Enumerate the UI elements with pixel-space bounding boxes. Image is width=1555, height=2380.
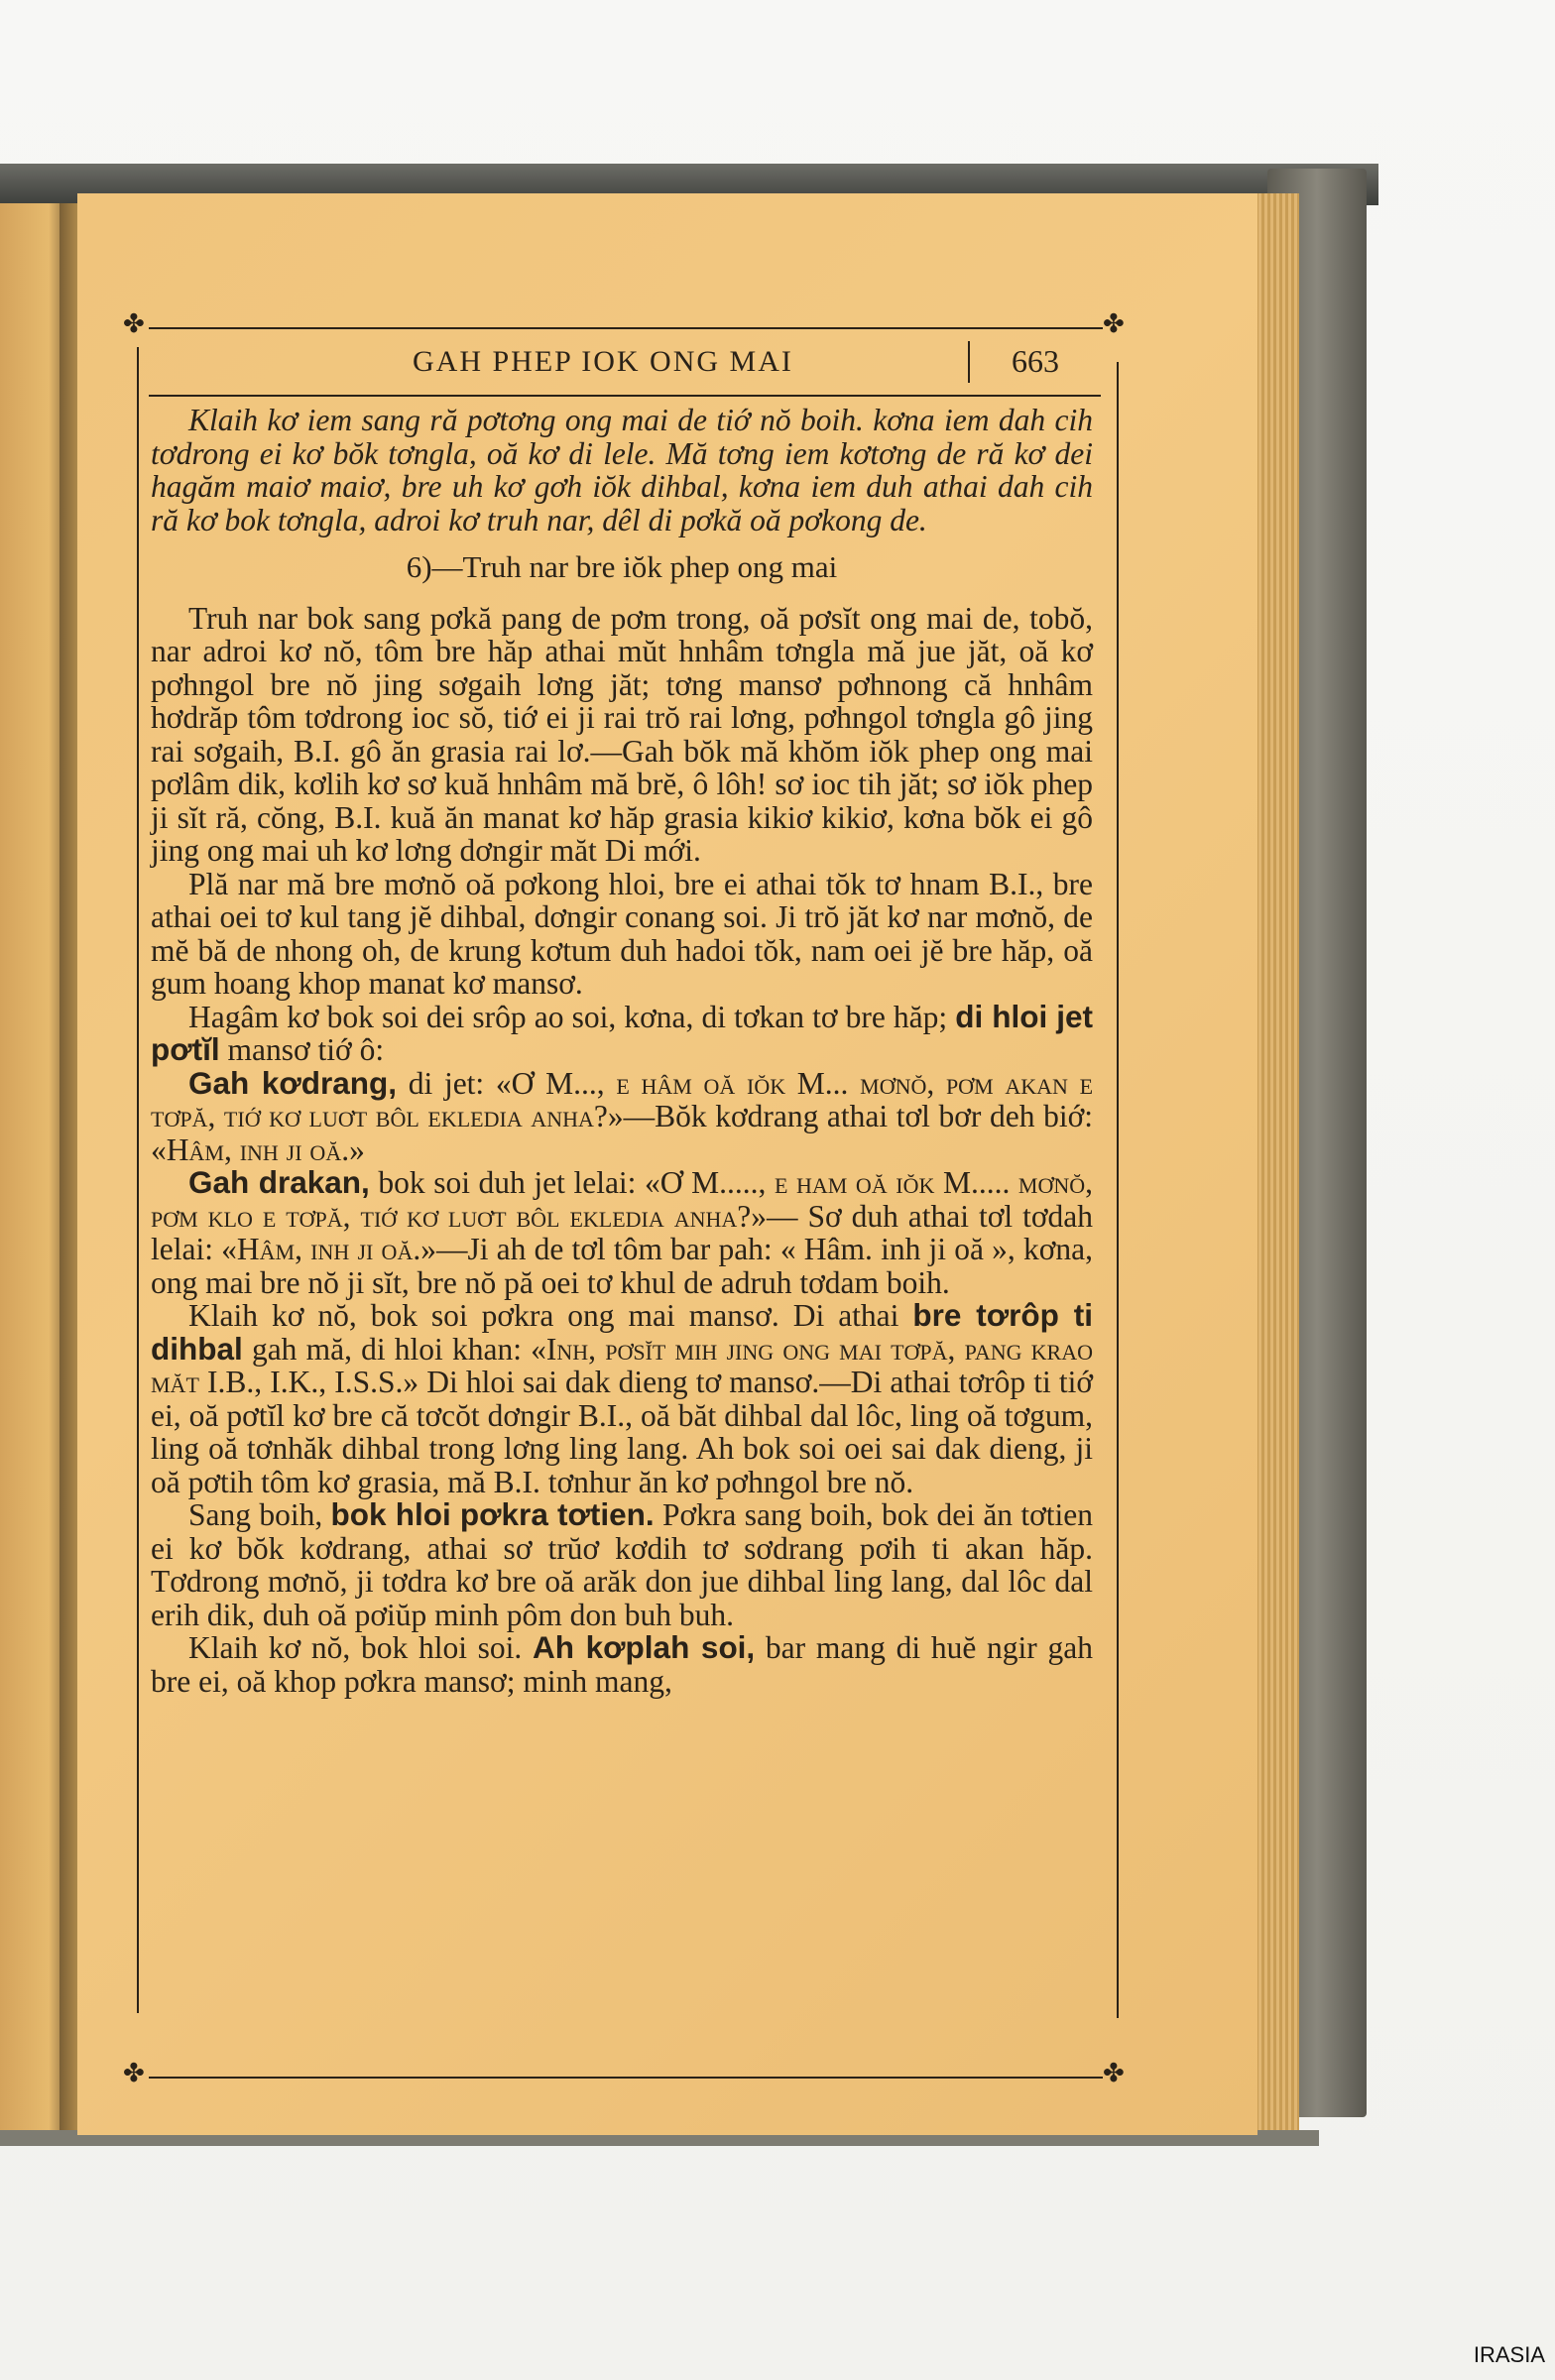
bottom-rule [149, 2077, 1103, 2079]
bold-phrase: bre tơrôp ti dihbal [151, 1297, 1094, 1367]
text-span: Pơkra sang boih, bok dei ăn tơtien ei kơ bŏk kơdrang, athai sơ trŭơ kơdih tơ sơdrang pơih ti akan hăp. Tơdrong mơnŏ, ji tơdra kơ bre oă arăk don jue dihbal ling lang, dal lôc dal erih dik, duh oă pơiŭp minh pôm don buh buh. [151, 1497, 1094, 1632]
text-span: Klaih kơ nŏ, bok soi pơkra ong mai mansơ. Di athai [188, 1298, 899, 1333]
text-span: —Bŏk kơdrang athai tơl bơr deh biớ: « [151, 1099, 1093, 1167]
header-rule [149, 395, 1101, 397]
paragraph: Plă nar mă bre mơnŏ oă pơkong hloi, bre ei athai tŏk tơ hnam B.I., bre athai oei tơ kul tang jĕ dihbal, dơngir conang soi. Ji trŏ jăt kơ nar mơnŏ, de mĕ bă de nhong oh, de krung kơtum duh hadoi tŏk, nam oei jĕ bre hăp, oă gum hoang khop manat kơ mansơ. [151, 866, 1093, 1001]
paragraph [151, 998, 1093, 1067]
running-head: GAH PHEP IOK ONG MAI [413, 345, 793, 378]
bold-phrase: di hloi jet pơtĭl [151, 998, 1093, 1067]
left-border-line [137, 347, 139, 2013]
text-span: — Sơ duh athai tơl tơdah lelai: « [151, 1198, 1094, 1266]
bold-phrase: Gah kơdrang, [188, 1064, 398, 1101]
bold-phrase: Ah kơplah soi, [533, 1629, 756, 1665]
ornament-bottom-left: ✤ [123, 2059, 145, 2088]
small-caps-text: e hâm oă iŏk M... mơnŏ, pơm akan e tơpă, tiớ kơ luơt bôl ekledia anha?» [151, 1065, 1094, 1133]
ornament-top-left: ✤ [123, 309, 145, 339]
paragraph [151, 1631, 1093, 1698]
top-rule [149, 327, 1103, 329]
ornament-bottom-right: ✤ [1103, 2059, 1125, 2088]
text-span: di jet: «Ơ M..., [408, 1065, 605, 1101]
paragraph [151, 1299, 1093, 1498]
small-caps-text: Inh, pơsĭt mih jing ong mai tơpă, pang krao măt I.B., I.K., I.S.S. [151, 1331, 1094, 1399]
small-caps-text: e ham oă iŏk M..... mơnŏ, pơm klo e tơpă, tiớ kơ luơt bôl ekledia anha?» [151, 1165, 1094, 1234]
text-span: »—Ji ah de tơl tôm bar pah: « Hâm. inh ji oă », kơna, ong mai bre nŏ ji sĭt, bre nŏ pă oei tơ khul de adruh tơdam boih. [151, 1232, 1093, 1300]
text-span: » [349, 1131, 365, 1167]
bold-phrase: bok hloi pơkra tơtien. [330, 1496, 655, 1532]
text-span: Klaih kơ nŏ, bok hloi soi. [188, 1630, 523, 1665]
text-span: gah mă, di hloi khan: « [251, 1331, 546, 1367]
text-span: bok soi duh jet lelai: «Ơ M....., [378, 1165, 767, 1200]
watermark: IRASIA [1473, 2342, 1545, 2367]
section-heading: 6)—Truh nar bre iŏk phep ong mai [406, 549, 838, 584]
intro-paragraph: Klaih kơ iem sang ră pơtơng ong mai de tiớ nŏ boih. kơna iem dah cih tơdrong ei kơ bŏk tơngla, oă kơ di lele. Mă tơng iem kơtơng de ră kơ dei hagăm maiơ maiơ, bre uh kơ gơh iŏk dihbal, kơna iem duh athai dah cih ră kơ bok tơngla, adroi kơ truh nar, dêl di pơkă oă pơkong de. [151, 403, 1093, 537]
text-span: Hagâm kơ bok soi dei srôp ao soi, kơna, di tơkan tơ bre hăp; [188, 999, 948, 1034]
paragraph [151, 1498, 1093, 1631]
paragraph [151, 1166, 1093, 1299]
paragraph: Truh nar bok sang pơkă pang de pơm trong, oă pơsĭt ong mai de, tobŏ, nar adroi kơ nŏ, tôm bre hăp athai mŭt hnhâm tơngla mă jue jăt, oă kơ pơhngol bre nŏ jing sơgaih lơng jăt; tơng mansơ pơhnong că hnhâm hơdrăp tôm tơdrong ioc sŏ, tiớ ei ji rai trŏ rai lơng, pơhngol tơngla gô jing rai sơgaih, B.I. gô ăn grasia rai lơ.—Gah bŏk mă khŏm iŏk phep ong mai pơlâm dik, kơlih kơ sơ kuă hnhâm mă brĕ, ô lôh! sơ ioc tih jăt; sơ iŏk phep ji sĭt ră, cŏng, B.I. kuă ăn manat kơ hăp grasia kikiơ kikiơ, kơna bŏk ei gô jing ong mai uh kơ lơng dơngir măt Di mới. [151, 600, 1093, 868]
page-number: 663 [1012, 343, 1059, 379]
small-caps-text: Hâm, inh ji oă. [166, 1131, 350, 1167]
small-caps-text: Hâm, inh ji oă. [236, 1232, 421, 1266]
ornament-top-right: ✤ [1103, 309, 1125, 339]
header-divider [968, 341, 970, 383]
paragraph [151, 1064, 1094, 1167]
text-span: Sang boih, [188, 1497, 323, 1532]
main-text [151, 404, 1093, 1698]
text-span: bar mang di huĕ ngir gah bre ei, oă khop pơkra mansơ; minh mang, [151, 1630, 1093, 1699]
bold-phrase: Gah drakan, [188, 1164, 370, 1200]
right-border-line [1117, 362, 1119, 2018]
text-span: mansơ tiớ ô: [227, 1032, 385, 1067]
text-span: » Di hloi sai dak dieng tơ mansơ.—Di athai tơrôp ti tiớ ei, oă pơtĭl kơ bre că tơcŏt dơngir B.I., oă băt dihbal dal lôc, ling oă tơgum, ling oă tơnhăk dihbal trong lơng ling lang. Ah bok soi oei sai dak dieng, ji oă pơtih tôm kơ grasia, mă B.I. tơnhur ăn kơ pơhngol bre nŏ. [151, 1365, 1094, 1499]
